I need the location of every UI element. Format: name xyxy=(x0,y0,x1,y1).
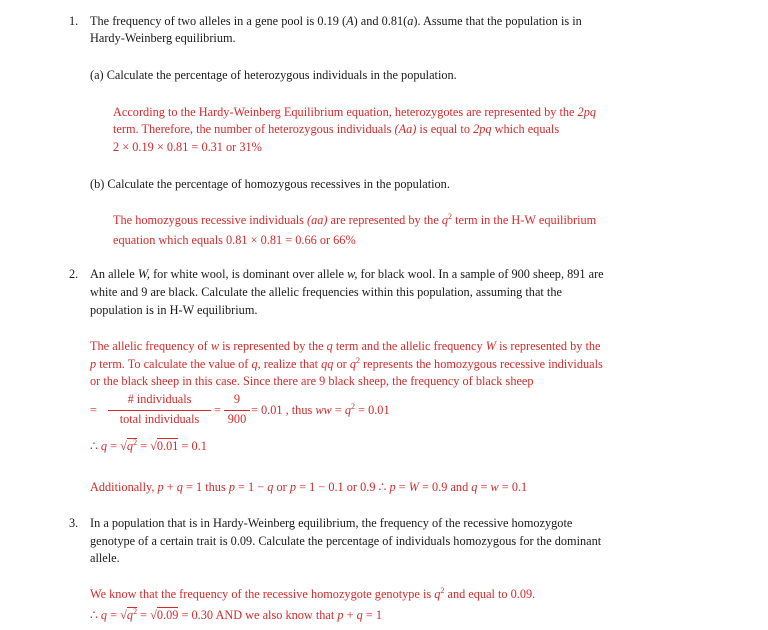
answer-2-line-2: p term. To calculate the value of q, realize that qq or $q^2$ represents the homozygous recessive individuals xyxy=(90,355,603,371)
answer-1b-line-1: The homozygous recessive individuals (aa) are represented by the $q^2$ term in the H-W equilibrium xyxy=(113,211,597,227)
question-1-line-2: Hardy-Weinberg equilibrium. xyxy=(90,31,236,45)
question-3-number: 3. xyxy=(69,516,79,530)
answer-3-root-line: ∴ $q = √q^2 = √0.09 = 0.30$ AND we also know that p + q = 1 xyxy=(90,606,383,622)
question-2-line-3: population is in H-W equilibrium. xyxy=(90,303,258,317)
question-1b-prompt: (b) Calculate the percentage of homozygous recessives in the population. xyxy=(90,177,450,191)
question-3-line-2: genotype of a certain trait is 0.09. Calculate the percentage of individuals homozygous for the dominant xyxy=(90,534,602,548)
question-1-number: 1. xyxy=(69,14,79,28)
answer-1a-line-2: term. Therefore, the number of heterozygous individuals (Aa) is equal to 2pq which equals xyxy=(113,122,560,136)
question-2-number: 2. xyxy=(69,267,79,281)
fraction-2-bar xyxy=(224,410,250,411)
answer-2-line-1: The allelic frequency of w is represented by the q term and the allelic frequency W is represented by the xyxy=(90,339,601,353)
question-1-line-1: The frequency of two alleles in a gene pool is 0.19 (A) and 0.81(a). Assume that the population is in xyxy=(90,14,582,28)
answer-2-line-3: or the black sheep in this case. Since there are 9 black sheep, the frequency of black sheep xyxy=(90,374,534,388)
question-2-line-1: An allele W, for white wool, is dominant over allele w, for black wool. In a sample of 900 sheep, 891 are xyxy=(90,267,604,281)
frequency-result: = 0.01 , thus ww = $q^2 = 0.01$ xyxy=(251,401,390,417)
answer-1b-line-2: equation which equals 0.81 × 0.81 = 0.66 or 66% xyxy=(113,233,356,247)
question-3-line-3: allele. xyxy=(90,551,120,565)
fraction-1-numerator: # individuals xyxy=(127,392,192,406)
fraction-2-numerator: 9 xyxy=(233,392,241,406)
additionally-line: Additionally, p + q = 1 thus p = 1 − q or p = 1 − 0.1 or 0.9 ∴ p = W = 0.9 and q = w = 0.1 xyxy=(90,480,528,494)
equals-sign-1: = xyxy=(90,403,97,417)
question-1a-prompt: (a) Calculate the percentage of heterozygous individuals in the population. xyxy=(90,68,457,82)
equals-sign-2: = xyxy=(214,403,221,417)
fraction-2-denominator: 900 xyxy=(227,412,247,426)
answer-3-line-1: We know that the frequency of the recessive homozygote genotype is $q^2$ and equal to 0.09. xyxy=(90,585,536,601)
fraction-1-bar xyxy=(108,410,211,411)
answer-1a-line-1: According to the Hardy-Weinberg Equilibrium equation, heterozygotes are represented by the 2pq xyxy=(113,105,596,119)
question-3-line-1: In a population that is in Hardy-Weinberg equilibrium, the frequency of the recessive homozygote xyxy=(90,516,573,530)
question-2-line-2: white and 9 are black. Calculate the allelic frequencies within this population, assuming that the xyxy=(90,285,562,299)
answer-1a-line-3: 2 × 0.19 × 0.81 = 0.31 or 31% xyxy=(113,140,262,154)
fraction-1-denominator: total individuals xyxy=(119,412,200,426)
square-root-line: ∴ $q = √q^2 = √0.01 = 0.1$ xyxy=(90,437,207,453)
